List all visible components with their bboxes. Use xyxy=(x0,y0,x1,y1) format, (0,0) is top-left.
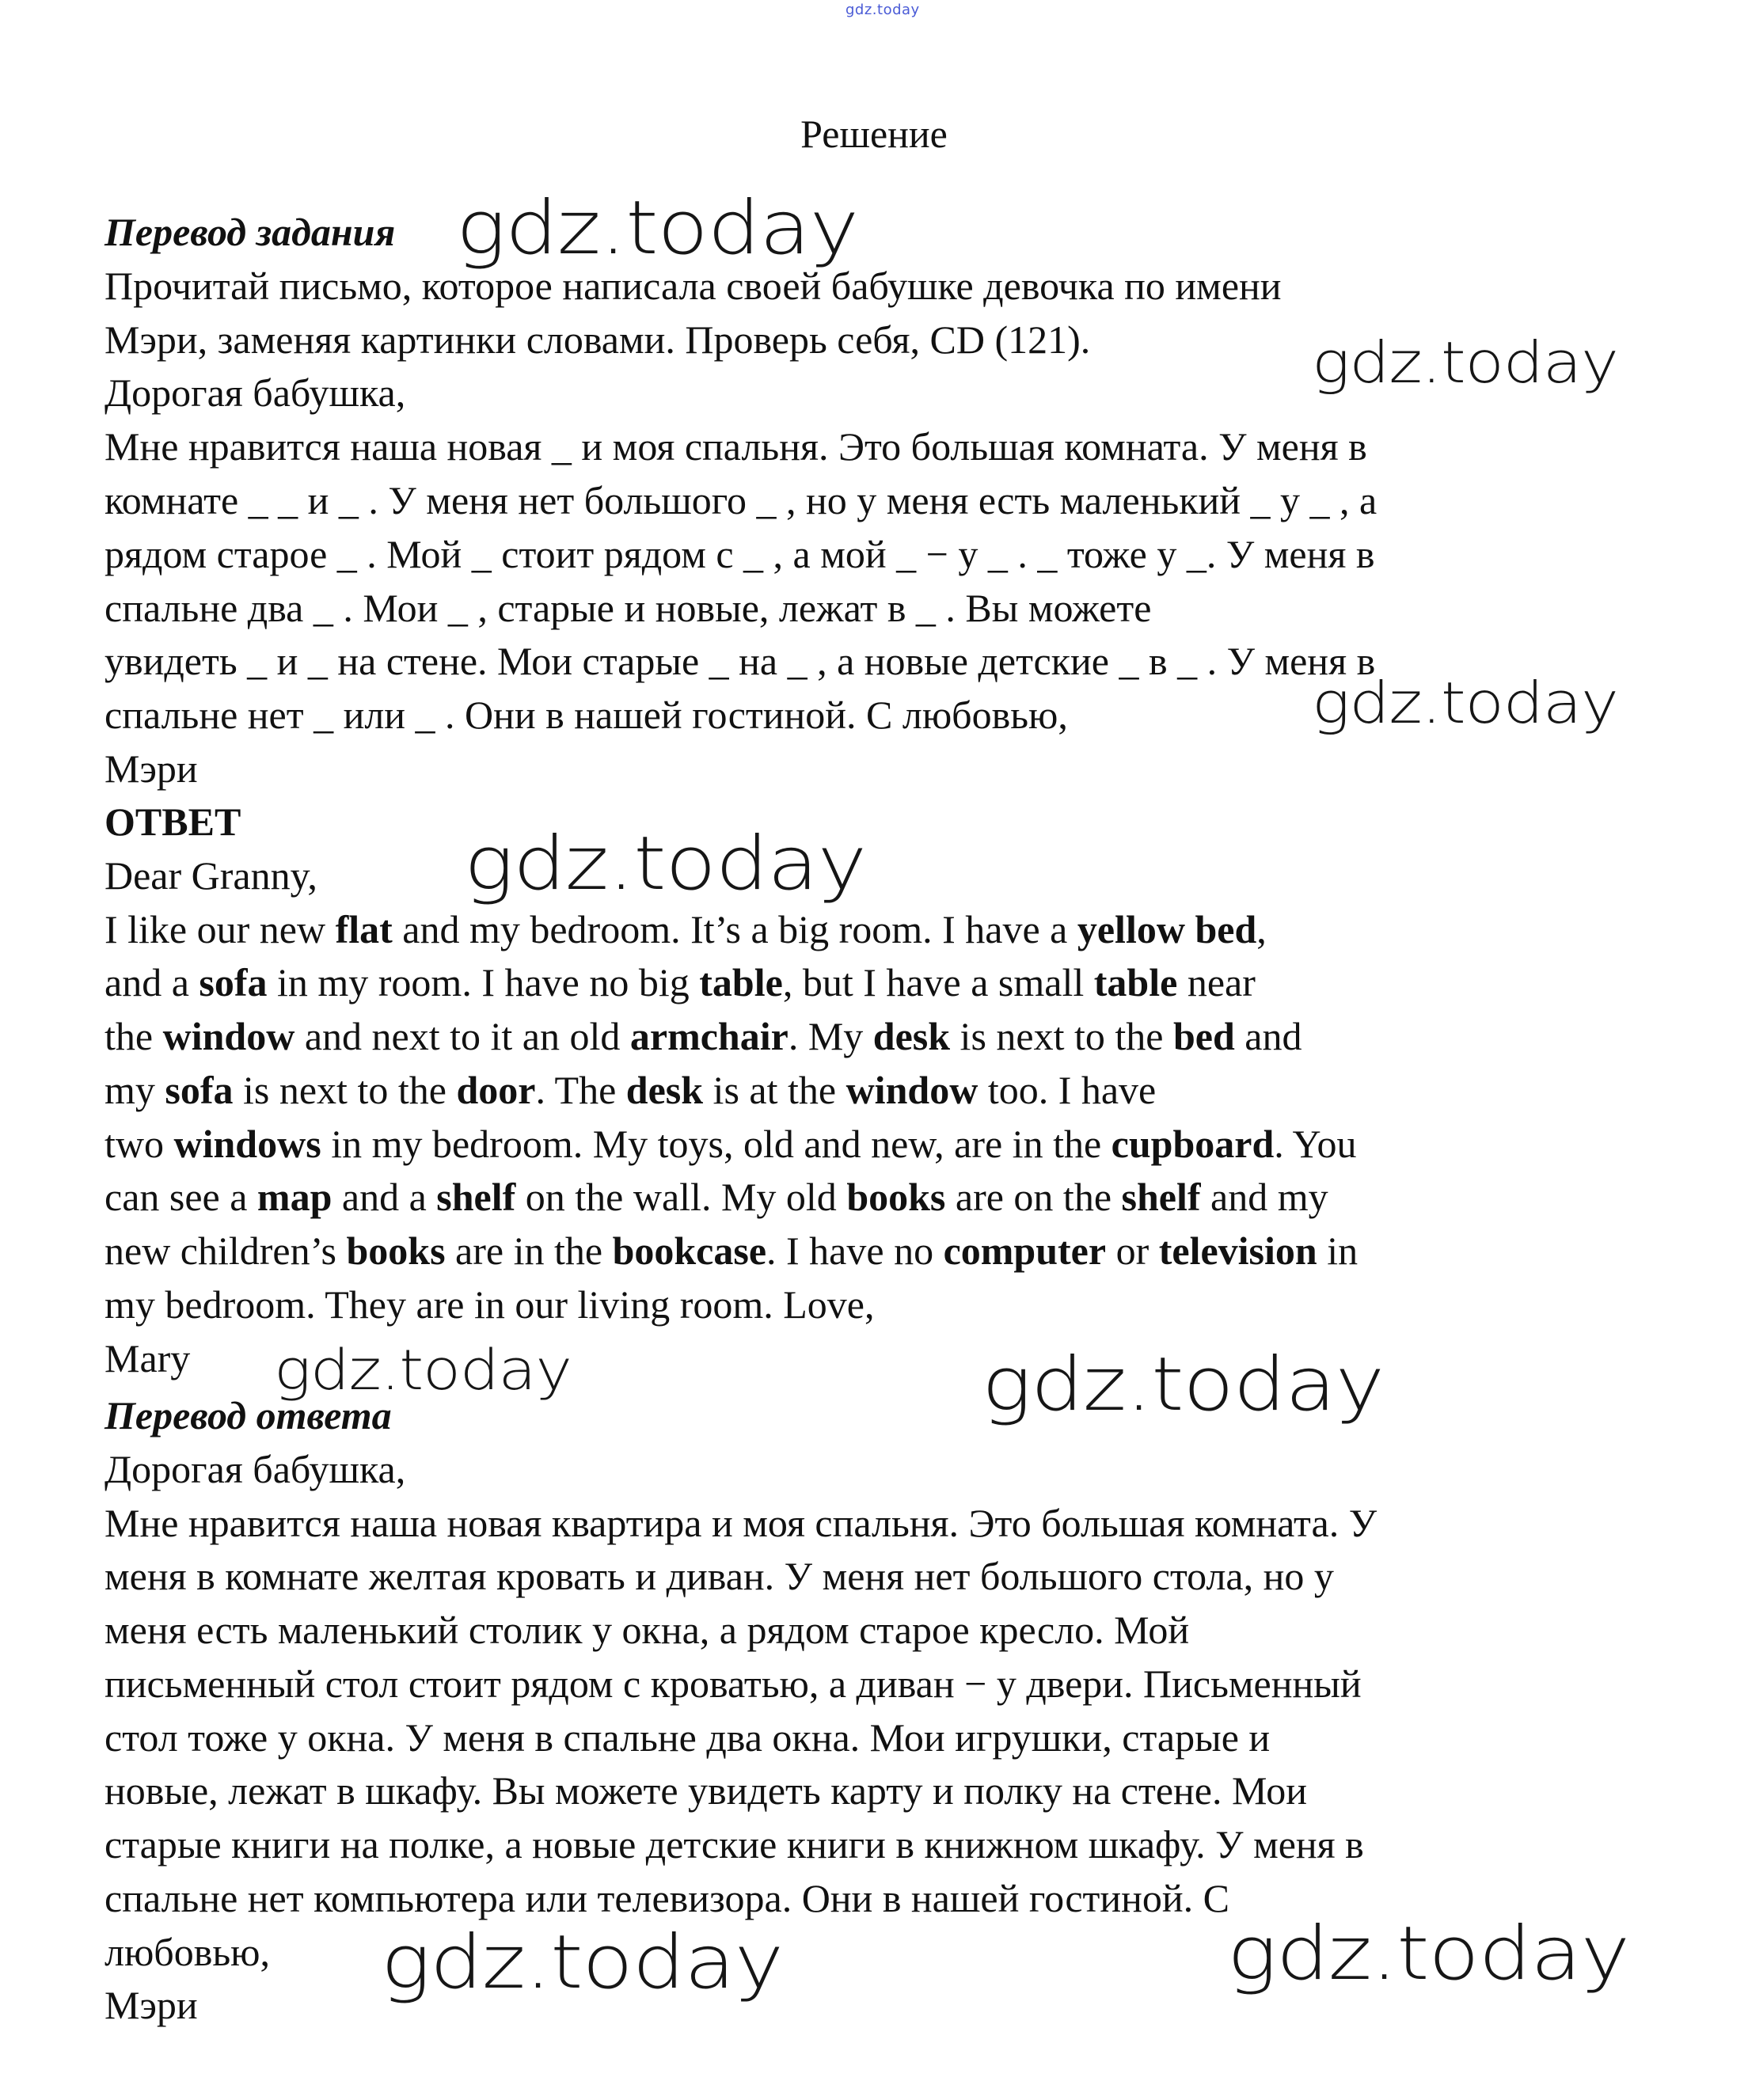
answer-text: in my bedroom. My toys, old and new, are in the xyxy=(321,1122,1112,1166)
translation-line: меня в комнате желтая кровать и диван. У меня нет большого стола, но у xyxy=(104,1554,1334,1598)
translation-line: старые книги на полке, а новые детские книги в книжном шкафу. У меня в xyxy=(104,1822,1364,1866)
translation-line: Дорогая бабушка, xyxy=(104,1447,406,1491)
answer-text: and my xyxy=(1200,1175,1328,1219)
translation-line: Мэри xyxy=(104,1983,198,2027)
answer-text: near xyxy=(1177,960,1256,1004)
watermark-logo: gdz.today xyxy=(456,185,859,272)
answer-keyword: cupboard xyxy=(1111,1122,1275,1166)
answer-keyword: computer xyxy=(943,1228,1107,1273)
watermark-logo: gdz.today xyxy=(982,1342,1385,1428)
answer-text: . The xyxy=(535,1068,626,1112)
answer-keyword: bookcase xyxy=(612,1228,767,1273)
answer-text: is next to the xyxy=(950,1014,1173,1058)
answer-line xyxy=(104,909,1267,949)
answer-line xyxy=(104,1282,875,1327)
answer-heading: ОТВЕТ xyxy=(104,799,241,844)
answer-text: and a xyxy=(104,960,200,1004)
answer-text: in my room. I have no big xyxy=(267,960,700,1004)
answer-keyword: books xyxy=(346,1228,446,1273)
translation-line: письменный стол стоит рядом с кроватью, а диван − у двери. Письменный xyxy=(104,1661,1362,1706)
answer-keyword: books xyxy=(846,1175,946,1219)
header-watermark: gdz.today xyxy=(846,2,920,18)
answer-line xyxy=(104,1336,191,1380)
translation-line: стол тоже у окна. У меня в спальне два окна. Мои игрушки, старые и xyxy=(104,1715,1271,1760)
answer-keyword: sofa xyxy=(199,960,268,1004)
translation-heading: Перевод ответа xyxy=(104,1393,392,1437)
translation-line: любовью, xyxy=(104,1930,271,1974)
answer-text: too. I have xyxy=(978,1068,1157,1112)
answer-line xyxy=(104,1016,1302,1056)
watermark-logo: gdz.today xyxy=(1312,670,1618,736)
answer-line xyxy=(104,960,1256,1004)
answer-text: two xyxy=(104,1122,174,1166)
watermark-logo: gdz.today xyxy=(274,1338,572,1403)
answer-text: or xyxy=(1106,1228,1159,1273)
answer-keyword: table xyxy=(699,960,783,1004)
answer-text: are in the xyxy=(445,1228,613,1273)
answer-text: my xyxy=(104,1068,165,1112)
answer-line xyxy=(104,1177,1328,1217)
answer-keyword: desk xyxy=(872,1014,951,1058)
answer-text: . I have no xyxy=(766,1228,944,1273)
answer-line xyxy=(104,1070,1156,1110)
task-heading: Перевод задания xyxy=(104,210,396,254)
answer-keyword: windows xyxy=(173,1122,321,1166)
answer-text: Mary xyxy=(104,1336,191,1380)
translation-line: спальне нет компьютера или телевизора. Они в нашей гостиной. С xyxy=(104,1876,1229,1920)
answer-keyword: television xyxy=(1158,1228,1317,1273)
answer-text: my bedroom. They are in our living room. Love, xyxy=(104,1282,875,1327)
answer-keyword: flat xyxy=(335,907,393,951)
answer-keyword: sofa xyxy=(165,1068,234,1112)
task-line: спальне нет _ или _ . Они в нашей гостиной. С любовью, xyxy=(104,693,1068,737)
answer-text: , xyxy=(1256,907,1267,951)
answer-text: on the wall. My old xyxy=(515,1175,847,1219)
answer-text: I like our new xyxy=(104,907,336,951)
answer-line xyxy=(104,1124,1357,1164)
translation-line: Мне нравится наша новая квартира и моя спальня. Это большая комната. У xyxy=(104,1501,1378,1545)
answer-text: Dear Granny, xyxy=(104,853,317,898)
answer-text: are on the xyxy=(945,1175,1122,1219)
answer-keyword: yellow bed xyxy=(1077,907,1257,951)
translation-line: новые, лежат в шкафу. Вы можете увидеть карту и полку на стене. Мои xyxy=(104,1768,1307,1813)
task-line: Дорогая бабушка, xyxy=(104,370,406,415)
task-line: спальне два _ . Мои _ , старые и новые, лежат в _ . Вы можете xyxy=(104,586,1152,630)
answer-keyword: table xyxy=(1093,960,1178,1004)
answer-keyword: shelf xyxy=(436,1175,516,1219)
answer-text: in xyxy=(1317,1228,1358,1273)
answer-keyword: bed xyxy=(1172,1014,1235,1058)
watermark-logo: gdz.today xyxy=(381,1920,784,2006)
task-line: рядом старое _ . Мой _ стоит рядом с _ , а мой _ − у _ . _ тоже у _. У меня в xyxy=(104,532,1375,576)
answer-text: is at the xyxy=(703,1068,846,1112)
answer-text: and a xyxy=(332,1175,437,1219)
answer-keyword: window xyxy=(162,1014,295,1058)
translation-line: меня есть маленький столик у окна, а рядом старое кресло. Мой xyxy=(104,1608,1190,1652)
answer-text: and my bedroom. It’s a big room. I have a xyxy=(392,907,1077,951)
task-line: увидеть _ и _ на стене. Мои старые _ на _ , а новые детские _ в _ . У меня в xyxy=(104,639,1376,683)
watermark-logo: gdz.today xyxy=(464,821,867,907)
watermark-logo: gdz.today xyxy=(1312,329,1618,396)
answer-keyword: window xyxy=(846,1068,978,1112)
task-line: Мэри, заменяя картинки словами. Проверь себя, CD (121). xyxy=(104,317,1091,362)
task-line: комнате _ _ и _ . У меня нет большого _ , но у меня есть маленький _ у _ , а xyxy=(104,478,1378,522)
answer-text: can see a xyxy=(104,1175,257,1219)
answer-text: is next to the xyxy=(233,1068,457,1112)
page-title: Решение xyxy=(800,112,948,156)
task-line: Прочитай письмо, которое написала своей бабушке девочка по имени xyxy=(104,264,1282,308)
task-line: Мне нравится наша новая _ и моя спальня. Это большая комната. У меня в xyxy=(104,424,1367,469)
answer-keyword: shelf xyxy=(1121,1175,1201,1219)
answer-keyword: armchair xyxy=(629,1014,788,1058)
answer-line xyxy=(104,1228,1358,1273)
answer-text: new children’s xyxy=(104,1228,347,1273)
answer-text: , but I have a small xyxy=(782,960,1094,1004)
answer-text: the xyxy=(104,1014,163,1058)
answer-text: . My xyxy=(788,1014,873,1058)
answer-keyword: map xyxy=(256,1175,332,1219)
watermark-logo: gdz.today xyxy=(1227,1911,1630,1997)
answer-text: and xyxy=(1234,1014,1302,1058)
task-line: Мэри xyxy=(104,746,198,791)
answer-keyword: door xyxy=(456,1068,536,1112)
answer-line xyxy=(104,853,317,898)
answer-text: . You xyxy=(1274,1122,1357,1166)
answer-keyword: desk xyxy=(625,1068,704,1112)
answer-text: and next to it an old xyxy=(294,1014,630,1058)
